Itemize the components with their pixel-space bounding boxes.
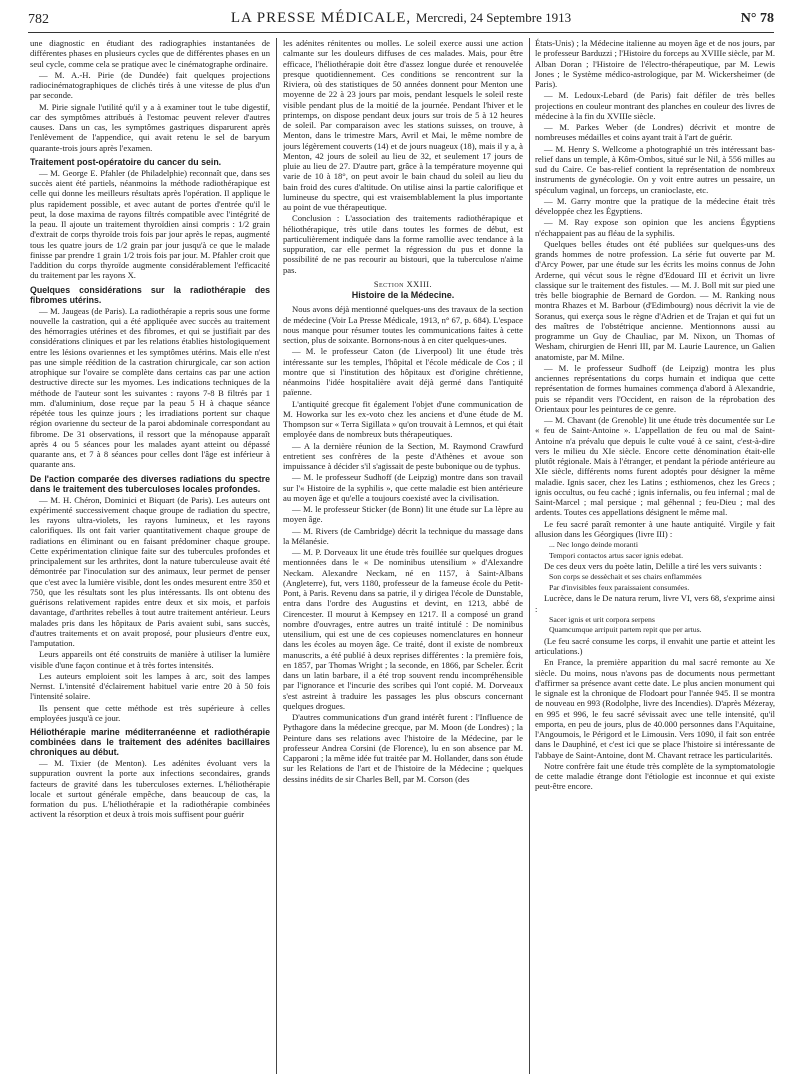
paragraph: Lucrèce, dans le De natura rerum, livre VI, vers 68, s'exprime ainsi : [535,593,775,614]
paragraph: — M. le professeur Sudhoff (de Leipzig) montra les plus anciennes représentations du corps humain et indiqua que cette représentation de formes humaines commença d'abord à Alexandrie, puis se répandit vers l'Occident, en raison de la réprobation des Orientaux pour les peintures de ce genre. [535,362,775,414]
paragraph: États-Unis) ; la Médecine italienne au moyen âge et de nos jours, par le professeur Barduzzi ; l'Histoire du forceps au XVIIIe siècle, par M. Alban Doran ; l'Histoire de l'électro-thérapeutique, par M. Lewis Jones ; le Système médico-astrologique, par M. Wickersheimer (de Paris). [535,38,775,89]
verse-line: Par d'invisibles feux paraissaient consumées. [549,582,690,592]
paragraph: — M. Henry S. Wellcome a photographié un très intéressant bas-relief dans un temple, à Kôm-Ombos, situé sur le Nil, à 556 milles au sud du Caire. Ce bas-relief contient la représentation de nombreux instruments de gynécologie. On y voit entre autres un pessaire, un spéculum vaginal, un forceps, un cranioclaste, etc. [535,143,775,195]
paragraph: — M. P. Dorveaux lit une étude très fouillée sur quelques drogues mentionnées dans le « De nominibus utensilium » d'Alexandre Neckam. Alexandre Neckam, né en 1157, à Saint-Albans (Angleterre), fut, vers 1180, professeur de la fameuse école du Petit-Pont, à Paris. Revenu dans sa patrie, il y dirigea l'école de Dunstable, entra dans l'ordre des Augustins et devint, en 1213, abbé de Cirencester. Il mourut à Kempsey en 1217. Il a composé un grand nombre d'ouvrages, entre autres un traité intitulé : De nominibus utensilium, qui est une de ces copieuses nomenclatures en honneur dans les écoles au moyen âge. Ce traité, dont il existe de nombreux manuscrits, a été publié à deux reprises différentes : la première fois, en 1857, par Thomas Wright ; la seconde, en 1866, par Scheler. Écrit dans un latin barbare, il a été trop souvent rendu incompréhensible par l'ignorance et l'incurie des scribes qui l'ont copié. M. Dorveaux s'est astreint à traduire les passages les plus obscurs concernant quelques drogues. [283,547,523,711]
paragraph: les adénites rénitentes ou molles. Le soleil exerce aussi une action calmante sur les douleurs diffuses de ces malades. Mais, pour être efficace, l'héliothérapie doit être d'assez longue durée et renouvelée presque quotidiennement. Ces conditions se rencontrent sur la Riviera, où des statistiques de 50 années donnent pour Menton une moyenne de 22 à 23 jours par mois, pendant lesquels le soleil reste visible pendant plus de la moitié de la journée. Pendant l'hiver et le printemps, on dispose pendant deux jours sur trois de 5 à 12 heures de soleil. Par comparaison avec les stations suisses, on trouve, à Menton, dans le trimestre Mars, Avril et Mai, le même nombre de jours légèrement couverts (14) et de jours nuageux (18), mais il y a, à Menton, 42 jours de soleil au lieu de 32, et seulement 17 jours de pluie au lieu de 27. D'autre part, grâce à la température moyenne qui varie de 10 à 18°, on peut avoir le bain chaud du soleil au lieu du bain froid des cures d'altitude. On utilise ainsi la partie calorifique et lumineuse du spectre, qui est vraisemblablement la plus importante au point de vue thérapeutique. [283,38,523,212]
paragraph: — M. Garry montre que la pratique de la médecine était très développée chez les Égyptiens. [535,195,775,216]
paragraph: — A la dernière réunion de la Section, M. Raymond Crawfurd entretient ses confrères de la peste d'Athènes et avoue son impuissance à décider s'il s'agissait de peste bubonique ou de typhus. [283,440,523,471]
paragraph: Notre confrère fait une étude très complète de la symptomatologie de cette maladie étrange dont l'étiologie est inconnue et qui existe peut-être encore. [535,760,775,792]
verse-line: Sacer ignis et urit corpora serpens [549,614,655,624]
paragraph: — M. George E. Pfahler (de Philadelphie) reconnaît que, dans ses succès aient été partiels, néanmoins la méthode radiothérapique est celle qui donne les meilleurs résultats après l'opération. Il applique le plus rapidement possible, et avec autant de portes d'entrée qu'il le peut, la dose maxima de rayons filtrés compatible avec l'intégrité de la peau. Il ajoute un traitement thyroïdien ainsi compris : 1/2 grain d'extrait de corps thyroïde trois fois par jour après le repas, augmenté tous les quatre jours de 1/2 grain par jour jusqu'à ce que le malade finisse par prendre 1 grain 1/2 trois fois par jour. M. Pfahler croit que l'addition du corps thyroïde augmente considérablement l'efficacité du traitement par les rayons X. [30,167,270,281]
paragraph: D'autres communications d'un grand intérêt furent : l'Influence de Pythagore dans la médecine grecque, par M. Moon (de Londres) ; la Peinture dans ses relations avec l'histoire de la Médecine, par le professeur Andrea Corsini (de Florence), lu en son absence par M. Capparoni ; la même idée fut traitée par M. Hollander, dans son étude sur les Relations de l'art et de l'histoire de la Médecine ; quelques dessins inédits de sir Charles Bell, par M. Corson (des [283,712,523,784]
column-divider [276,38,277,1074]
paragraph: — M. Jaugeas (de Paris). La radiothérapie a repris sous une forme nouvelle la castration, qui a été appliquée avec succès au traitement des hémorragies utérines et des fibromes, et qui se justifiait par des considérations cliniques et par les relations établies histologiquement entre les lésions ovariennes et les symptômes utérins. Mais elle n'est pas une simple réédition de la castration chirurgicale, car son action atrophique sur l'ovaire se complète dans certains cas par une action destructive directe sur les myomes. Les indications techniques de la méthode de l'auteur sont les suivantes : rayons 7-8 B filtrés par 1 mm. d'aluminium, dose reçue par la peau 5 H à chaque séance répétée tous les quinze jours ; les irradiations portent sur chaque région ovarienne du secteur de la paroi abdominale correspondant au fibrome. De 31 observations, il ressort que la ménopause apparaît après 4 ou 5 séances pour les malades ayant atteint ou dépassé quarante ans, et 7 à 8 séances pour celles dont l'âge est inférieur à quarante ans. [30,305,270,470]
paragraph: Quelques belles études ont été publiées sur quelques-uns des grands hommes de notre profession. La série fut ouverte par M. d'Arcy Power, par une étude sur les écrits les moins connus de John Arderne, qui vécut sous le règne d'Edouard III et écrivit un livre classique sur le traitement des fistules. — M. J. Boll mit sur pied une très belle biographie de Bernard de Gordon. — M. Ranking nous montra Rhazes et M. Barbour (d'Edimbourg) nous décrivit la vie de Soranus, qui exerça sous le règne d'Adrien et de Trajan et qui fut un des maîtres de l'obstétrique ancienne. Mentionnons aussi au programme un Guy de Chauliac, par M. Nixon, un Thomas of Wesham, chirurgien de Henri III, par M. Laurie Laurence, un Galien anatomiste, par M. Milne. [535,238,775,362]
article-heading: Quelques considérations sur la radiothérapie des fibromes utérins. [30,284,270,305]
paragraph: Ils pensent que cette méthode est très supérieure à celles employées jusqu'à ce jour. [30,702,270,723]
paragraph: L'antiquité grecque fit également l'objet d'une communication de M. Howorka sur les ex-voto chez les anciens et d'une étude de M. Thompson sur « Terra Sigillata » qu'on trouvait à Lemnos, et qui était employée dans de nombreux buts thérapeutiques. [283,398,523,440]
page-number: 782 [28,12,49,27]
paragraph: — M. Chavant (de Grenoble) lit une étude très documentée sur Le « feu de Saint-Antoine ». L'appellation de feu ou mal de Saint-Antoine n'a prévalu que depuis le culte voué à ce saint, c'est-à-dire vers le milieu du XIe siècle. Encore cette dénomination était-elle plutôt régionale. Mais à l'étranger, et pendant la période antérieure au XIe siècle, différents noms furent adoptés pour désigner la même maladie. Ignis sacer, chez les Latins ; esthiomenos, chez les Grecs ; ignis occultus, ou feu caché ; ignis infernalis, ou feu infernal ; mal de Saint-Marcel ; mal persique ; mal géhennal ; feu-Dieu ; mal des ardents. Toutes ces appellations désignent le même mal. [535,415,775,518]
verse-line: Quamcumque arripuit partem repit que per artus. [549,625,702,635]
column-left [30,38,270,1076]
column-middle [283,38,523,1076]
paragraph: — M. A.-H. Pirie (de Dundée) fait quelques projections radiocinématographiques de clichés tirés à une vitesse de plus d'un par seconde. [30,69,270,101]
paragraph: une diagnostic en étudiant des radiographies instantanées de différentes phases en plusieurs cycles que de différentes phases en un seul cycle, comme cela se pratique avec le cinématographe ordinaire. [30,38,270,69]
verse-line: ... Nec longo deinde moranti [549,540,638,549]
issue-number: N° 78 [740,11,774,26]
paragraph: — M. Tixier (de Menton). Les adénites évoluant vers la suppuration ouvrent la porte aux infections secondaires, grands facteurs de gravité dans les tuberculoses externes. L'héliothérapie locale et surtout générale empêche, dans beaucoup de cas, la formation du pus. L'héliothérapie et la radiothérapie combinées activent la résorption et deux à trois mois suffisent pour guérir [30,758,270,820]
paragraph: M. Pirie signale l'utilité qu'il y a à examiner tout le tube digestif, car des symptômes attribués à l'estomac peuvent relever d'autres causes. Dans un cas, les symptômes gastriques disparurent après l'enlèvement de l'appendice, qui avait retenu le sel de baryum quarante-trois jours après l'examen. [30,101,270,153]
journal-name: LA PRESSE MÉDICALE, [230,10,412,26]
paragraph: — M. Parkes Weber (de Londres) décrivit et montre de nombreuses médailles et coins ayant trait à l'art de guérir. [535,122,775,143]
article-heading: De l'action comparée des diverses radiations du spectre dans le traitement des tuberculoses locales profondes. [30,473,270,494]
journal-title [28,10,774,27]
paragraph: Leurs appareils ont été construits de manière à utiliser la lumière visible d'une façon continue et à très fortes intensités. [30,649,270,670]
paragraph: — M. H. Chéron, Dominici et Biquart (de Paris). Les auteurs ont expérimenté successivement chaque groupe de radiation du spectre, les rayons ultra-violets, les rayons lumineux, et les rayons calorifiques. Ils ont fait varier quantitativement chaque groupe de radiations en éliminant ou en faisant prédominer chaque groupe. Cette expérimentation clinique faite sur des tubercules profondes et principalement sur les arthrites, dont la nature tuberculeuse avait été démontrée par l'inoculation sur des animaux, leur permet de penser que c'est avec la lumière visible, dont les ondes mesurent entre 350 et 750, que les résultats sont les plus intéressants. Ils ont obtenu des guérisons relativement rapides entre deux et six mois, et parfois davantage, d'arthrites rebelles à tout autre traitement antérieur. Leurs malades pris dans les hôpitaux de Paris avaient subi, sans succès, d'autres traitements et on avait proposé, pour plusieurs d'entre eux, l'amputation. [30,494,270,648]
paragraph: Conclusion : L'association des traitements radiothérapique et héliothérapique, très utile dans toutes les formes de début, est particulièrement indiquée dans la forme ramollie avec tendance à la suppuration, car elle permet la régression du pus et donne la possibilité de ne pas recourir au bistouri, que la tuberculose n'aime pas. [283,213,523,275]
article-heading: Traitement post-opératoire du cancer du sein. [30,156,222,167]
verse-line: Tempori contactos artus sacer ignis edebat. [549,550,684,560]
paragraph: — M. le professeur Caton (de Liverpool) lit une étude très intéressante sur les temples, l'hôpital et l'école médicale de Cos ; il montre que si l'institution des hôpitaux est d'origine chrétienne, néanmoins l'idée hospitalière avait déjà germé dans l'antiquité païenne. [283,346,523,398]
section-number: Section XXIII. [373,279,433,289]
paragraph: (Le feu sacré consume les corps, il envahit une partie et atteint les articulations.) [535,635,775,656]
paragraph: — M. le professeur Sticker (de Bonn) lit une étude sur La lèpre au moyen âge. [283,504,523,525]
paragraph: De ces deux vers du poète latin, Delille a tiré les vers suivants : [544,561,762,571]
page-header [28,10,774,33]
paragraph: — M. Ledoux-Lebard (de Paris) fait défiler de très belles projections en couleur montrant des planches en couleur des livres de médecine à la fin du XVIIIe siècle. [535,90,775,121]
verse-line: Son corps se dessèchait et ses chairs enflammées [549,572,702,582]
section-title: Histoire de la Médecine. [351,290,455,300]
paragraph: Les auteurs emploient soit les lampes à arc, soit des lampes Nernst. L'intensité d'éclairement habituel varie entre 20 à 50 fois l'intensité solaire. [30,670,270,702]
issue-date: Mercredi, 24 Septembre 1913 [415,10,572,25]
paragraph: Le feu sacré paraît remonter à une haute antiquité. Virgile y fait allusion dans les Géorgiques (livre III) : [535,518,775,539]
paragraph: Nous avons déjà mentionné quelques-uns des travaux de la section de médecine (Voir La Presse Médicale, 1913, n° 67, p. 684). L'espace nous manque pour résumer toutes les communications faites à cette section, plus de soixante. Bornons-nous à en citer quelques-unes. [283,304,523,345]
paragraph: — M. Rivers (de Cambridge) décrit la technique du massage dans la Mélanésie. [283,525,523,546]
paragraph: — M. le professeur Sudhoff (de Leipzig) montre dans son travail sur l'« Histoire de la syphilis », que cette maladie est bien antérieure au moyen âge et qu'elle a toujours coexisté avec la civilisation. [283,472,523,503]
column-divider [529,38,530,1074]
article-heading: Héliothérapie marine méditerranéenne et radiothérapie combinées dans le traitement des adénites bacillaires chroniques au début. [30,727,270,757]
paragraph: — M. Ray expose son opinion que les anciens Égyptiens n'échappaient pas au fléau de la syphilis. [535,217,775,238]
column-right [535,38,775,1076]
paragraph: En France, la première apparition du mal sacré remonte au Xe siècle. Du moins, nous n'avons pas de documents nous permettant d'affirmer sa présence avant cette date. Le plus ancien monument qui le signale est la chronique de Flodoart pour l'année 945. Il se montra de nouveau en 993 (Rodolphe, livre des Incendies). D'après Mézeray, en 995 et 996, le feu sacré sévissait avec une telle intensité, qu'il emporta, en peu de jours, plus de 40.000 personnes dans l'Aquitaine, l'Angoumois, le Périgord et le Limousin. Vers 1090, il fait son entrée dans le Dauphiné, et c'est ici que se place l'histoire si intéressante de l'abbaye de Saint-Antoine, dont M. Chavant retrace les particularités. [535,657,775,760]
